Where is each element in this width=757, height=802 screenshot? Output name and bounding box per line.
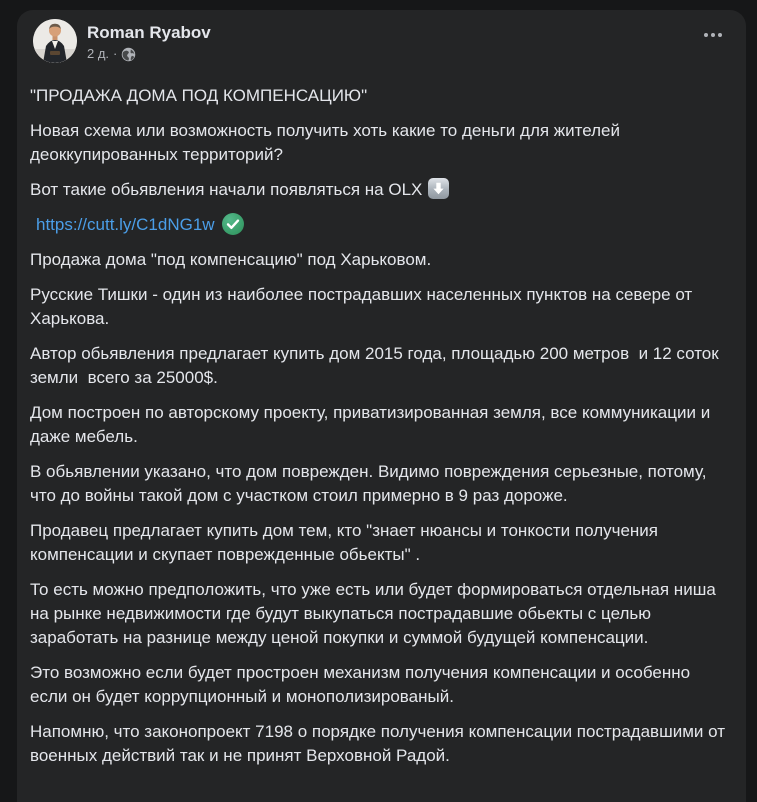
post-meta [87, 46, 696, 62]
post-card [17, 10, 746, 802]
post-link[interactable]: https://cutt.ly/C1dNG1w [36, 215, 215, 234]
post-paragraph: Дом построен по авторскому проекту, приватизированная земля, все коммуникации и даже мебель. [30, 403, 715, 446]
post-options-button[interactable] [696, 25, 730, 45]
header-text-group [87, 19, 696, 62]
post-paragraph: Русские Тишки - один из наиболее пострадавших населенных пунктов на севере от Харькова. [30, 285, 697, 328]
author-name[interactable]: Roman Ryabov [87, 23, 211, 42]
post-paragraph: В обьявлении указано, что дом поврежден. Видимо повреждения серьезные, потому, что до войны такой дом с участком стоил примерно в 9 раз дороже. [30, 462, 712, 505]
avatar-photo [33, 19, 77, 63]
down-arrow-emoji [428, 178, 449, 199]
post-paragraph: Вот такие обьявления начали появляться на OLX [30, 180, 423, 199]
check-mark-emoji [222, 213, 244, 235]
post-body [17, 63, 746, 795]
post-paragraph: Напомню, что законопроект 7198 о порядке получения компенсации пострадавшими от военных действий так и не принят Верховной Радой. [30, 722, 730, 765]
post-paragraph: Это возможно если будет простроен механизм получения компенсации и особенно если он будет коррупционный и монополизированый. [30, 663, 695, 706]
post-paragraph: То есть можно предположить, что уже есть или будет формироваться отдельная ниша на рынке недвижимости где будут выкупаться пострадавшие обьекты с целью заработать на разнице между ценой покупки и суммой будущей компенсации. [30, 580, 721, 647]
post-header [17, 10, 746, 63]
post-paragraph-with-emoji [30, 178, 730, 202]
timestamp[interactable]: 2 д. [87, 46, 110, 61]
post-link-row [30, 213, 730, 237]
post-paragraph: Продавец предлагает купить дом тем, кто "знает нюансы и тонкости получения компенсации и скупает поврежденные обьекты" . [30, 521, 663, 564]
avatar[interactable] [33, 19, 77, 63]
ellipsis-icon [704, 33, 708, 37]
post-paragraph: Автор обьявления предлагает купить дом 2015 года, площадью 200 метров и 12 соток земли всего за 25000$. [30, 344, 724, 387]
meta-separator: · [113, 46, 118, 61]
post-paragraph: Новая схема или возможность получить хоть какие то деньги для жителей деоккупированных территорий? [30, 121, 625, 164]
globe-icon [121, 47, 136, 62]
post-title-line: "ПРОДАЖА ДОМА ПОД КОМПЕНСАЦИЮ" [30, 86, 368, 105]
post-paragraph: Продажа дома "под компенсацию" под Харьковом. [30, 250, 432, 269]
